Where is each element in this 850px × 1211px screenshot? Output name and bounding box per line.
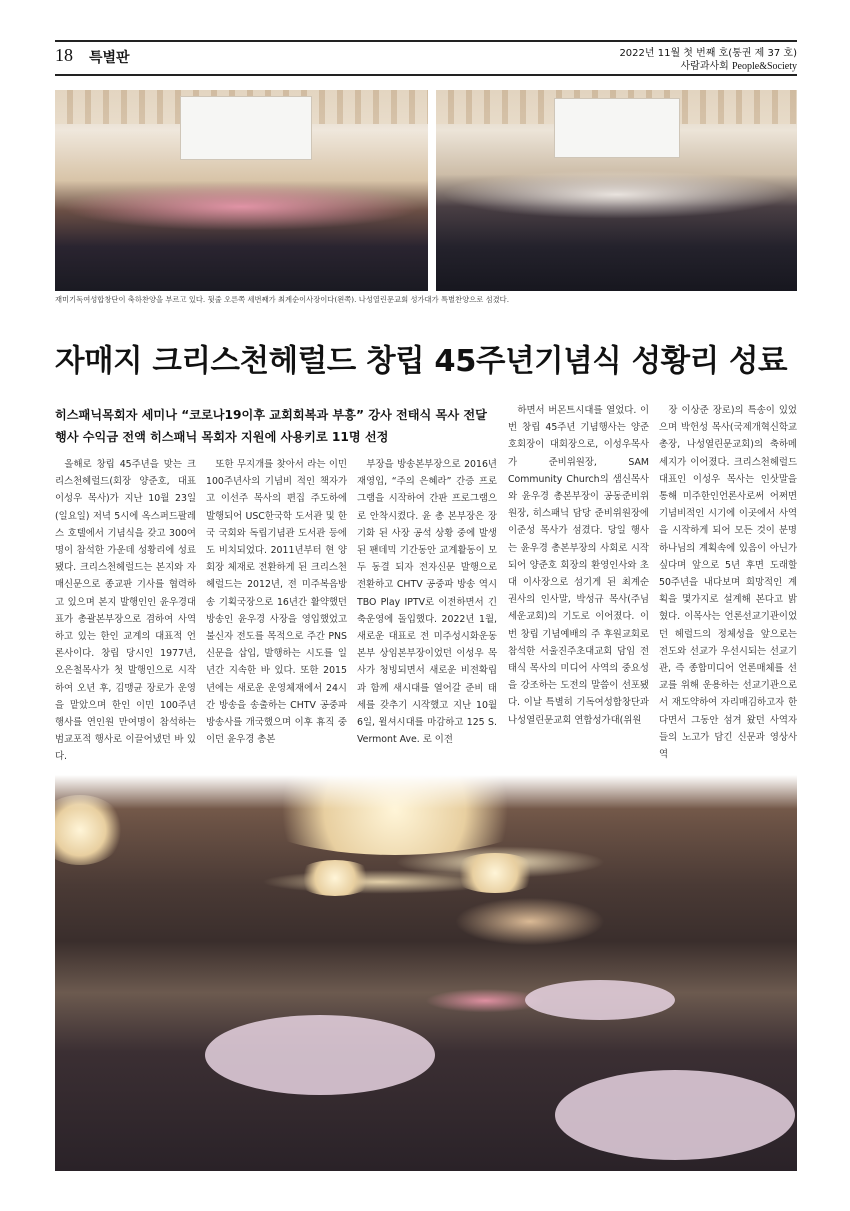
paper-name	[681, 57, 798, 72]
article-column-2	[206, 456, 347, 766]
projection-screen	[554, 98, 680, 158]
column-text: 하면서 버몬트시대를 열었다. 이번 창립 45주년 기념행사는 양준호회장이 대회장으로, 이성우목사가 준비위원장, SAM Community Church의 샘신목사와 윤우경 총본부장이 공동준비위원장, 히스패닉 담당 준비위원장에 이준성 목사가 섬겼다. 당일 행사는 윤우경 총본부장의 사회로 시작되어 양준호 회장의 환영인사와 초대 이사장으로 섬기게 된 최계순 권사의 인사말, 박성규 목사(주님세운교회)의 기도로 이어졌다. 이번 창립 기념예배의 주 후원교회로 참석한 서울진주초대교회 담임 전태식 목사의 미디어 사역의 중요성을 강조하는 도전의 말씀이 선포됐다. 이날 특별히 기독여성합창단과 나성열린문교회 연합성가대(위원	[508, 405, 649, 726]
section-title: 특별판	[89, 50, 130, 66]
column-text: 올해로 창립 45주년을 맞는 크리스천헤럴드(회장 양준호, 대표 이성우 목사)가 지난 10월 23일(일요일) 저녁 5시에 옥스퍼드팔레스 호텔에서 기념식을 갖고 300여명이 참석한 가운데 성황리에 성료됐다. 크리스천헤럴드는 본지와 자매신문으로 종교판 기사를 협력하고 있으며 본지 발행인인 윤우경대표가 총괄본부장으로 겸하여 사역하고 있는 한인 교계의 대표적 언론사이다. 창립 당시인 1977년, 오은철목사가 첫 발행인으로 시작하여 오년 후, 김맹균 장로가 운영을 맡았으며 한인 이민 100주년 행사를 연인원 만여명이 참석하는 범교포적 행사로 이끌어냈던 바 있다.	[55, 459, 196, 763]
article-headline: 자매지 크리스천헤럴드 창립 45주년기념식 성황리 성료	[55, 344, 788, 379]
banquet-table	[555, 1070, 795, 1160]
column-text: 부장을 방송본부장으로 2016년 재영입, “주의 은혜라” 간증 프로그램을 시작하여 간판 프로그램으로 안착시켰다. 윤 총 본부장은 장기화 된 사장 공석 상황 중에 발생된 팬데믹 기간동안 교계활동이 모두 동결 되자 전자신문 발행으로 전환하고 CHTV 공중파 방송 역시 TBO Play IPTV로 이전하면서 긴축운영에 돌입했다. 2022년 1월, 새로운 대표로 전 미주성시화운동본부 상임본부장이었던 이성우 목사가 청빙되면서 새로운 비전확립과 함께 새시대를 열어갈 준비 태세를 갖추기 시작했고 지난 10월 6일, 윌셔시대를 마감하고 125 S. Vermont Ave. 로 이전	[357, 459, 497, 746]
paper-name-ko: 사람과사회	[680, 61, 729, 72]
photo-fade	[55, 775, 797, 809]
banquet-hall-photo	[55, 775, 797, 1171]
article-column-4	[508, 402, 649, 772]
choir-photo-left	[55, 90, 428, 291]
page-header	[55, 40, 797, 76]
banquet-table	[525, 980, 675, 1020]
projection-screen	[180, 96, 312, 160]
photo-caption: 재미기독여성합창단이 축하찬양을 부르고 있다. 뒷줄 오른쪽 세번째가 최계순이사장이다(왼쪽). 나성열린문교회 성가대가 특별찬양으로 섬겼다.	[55, 295, 510, 304]
article-column-3	[357, 456, 497, 766]
column-text: 장 이상준 장로)의 특송이 있었으며 박헌성 목사(국제개혁신학교 총장, 나성열린문교회)의 축하메세지가 이어졌다. 크리스천헤럴드 대표인 이성우 목사는 인삿말을 통해 미주한인언론사로써 어쩌면 기념비적인 시기에 이곳에서 사역을 시작하게 되어 모든 것이 분명 하나님의 계획속에 있음이 아닌가 싶다며 앞으로 5년 후면 도래할 50주년을 내다보며 희망적인 계획을 몇가지로 설계해 본다고 밝혔다. 이목사는 언론선교기관이었던 헤럴드의 정체성을 앞으로는 전도와 선교가 우선시되는 선교기관, 즉 종합미디어 언론매체를 선교를 위해 운용하는 선교기관으로서 재도약하여 자리매김하고자 한다면서 그동안 섬겨 왔던 사역자들의 노고가 담긴 신문과 영상사역	[659, 405, 797, 761]
column-text: 또한 무지개를 찾아서 라는 이민 100주년사의 기념비 적인 책자가 고 이선주 목사의 편집 주도하에 발행되어 USC한국학 도서관 및 한국 국회와 독립기념관 도서관 등에도 비치되었다. 2011년부터 현 양회장 체재로 전환하게 된 크리스천헤럴드는 2012년, 전 미주복음방송 기획국장으로 16년간 활약했던 방송인 윤우경 사장을 영입했었고 불신자 전도를 목적으로 주간 PNS신문을 삽입, 발행하는 시도를 일년간 지속한 바 있다. 또한 2015년에는 새로운 운영체재에서 24시간 방송을 송출하는 CHTV 공중파 방송사를 개국했으며 이후 휴직 중이던 윤우경 총본	[206, 459, 347, 746]
article-column-5	[659, 402, 797, 772]
subhead-line-1: 히스패닉목회자 세미나 “코로나19이후 교회회복과 부흥” 강사 전태식 목사 전달	[55, 408, 487, 422]
paper-name-en: People&Society	[732, 61, 797, 72]
page-number: 18	[55, 45, 73, 65]
chandelier	[450, 853, 540, 893]
issue-info: 2022년 11월 첫 번째 호(통권 제 37 호)	[619, 48, 797, 59]
article-column-1	[55, 456, 196, 766]
banquet-table	[205, 1015, 435, 1095]
choir-photo-right	[436, 90, 797, 291]
article-subhead	[55, 404, 495, 448]
subhead-line-2: 행사 수익금 전액 히스패닉 목회자 지원에 사용키로 11명 선정	[55, 430, 389, 444]
chandelier	[295, 860, 375, 896]
